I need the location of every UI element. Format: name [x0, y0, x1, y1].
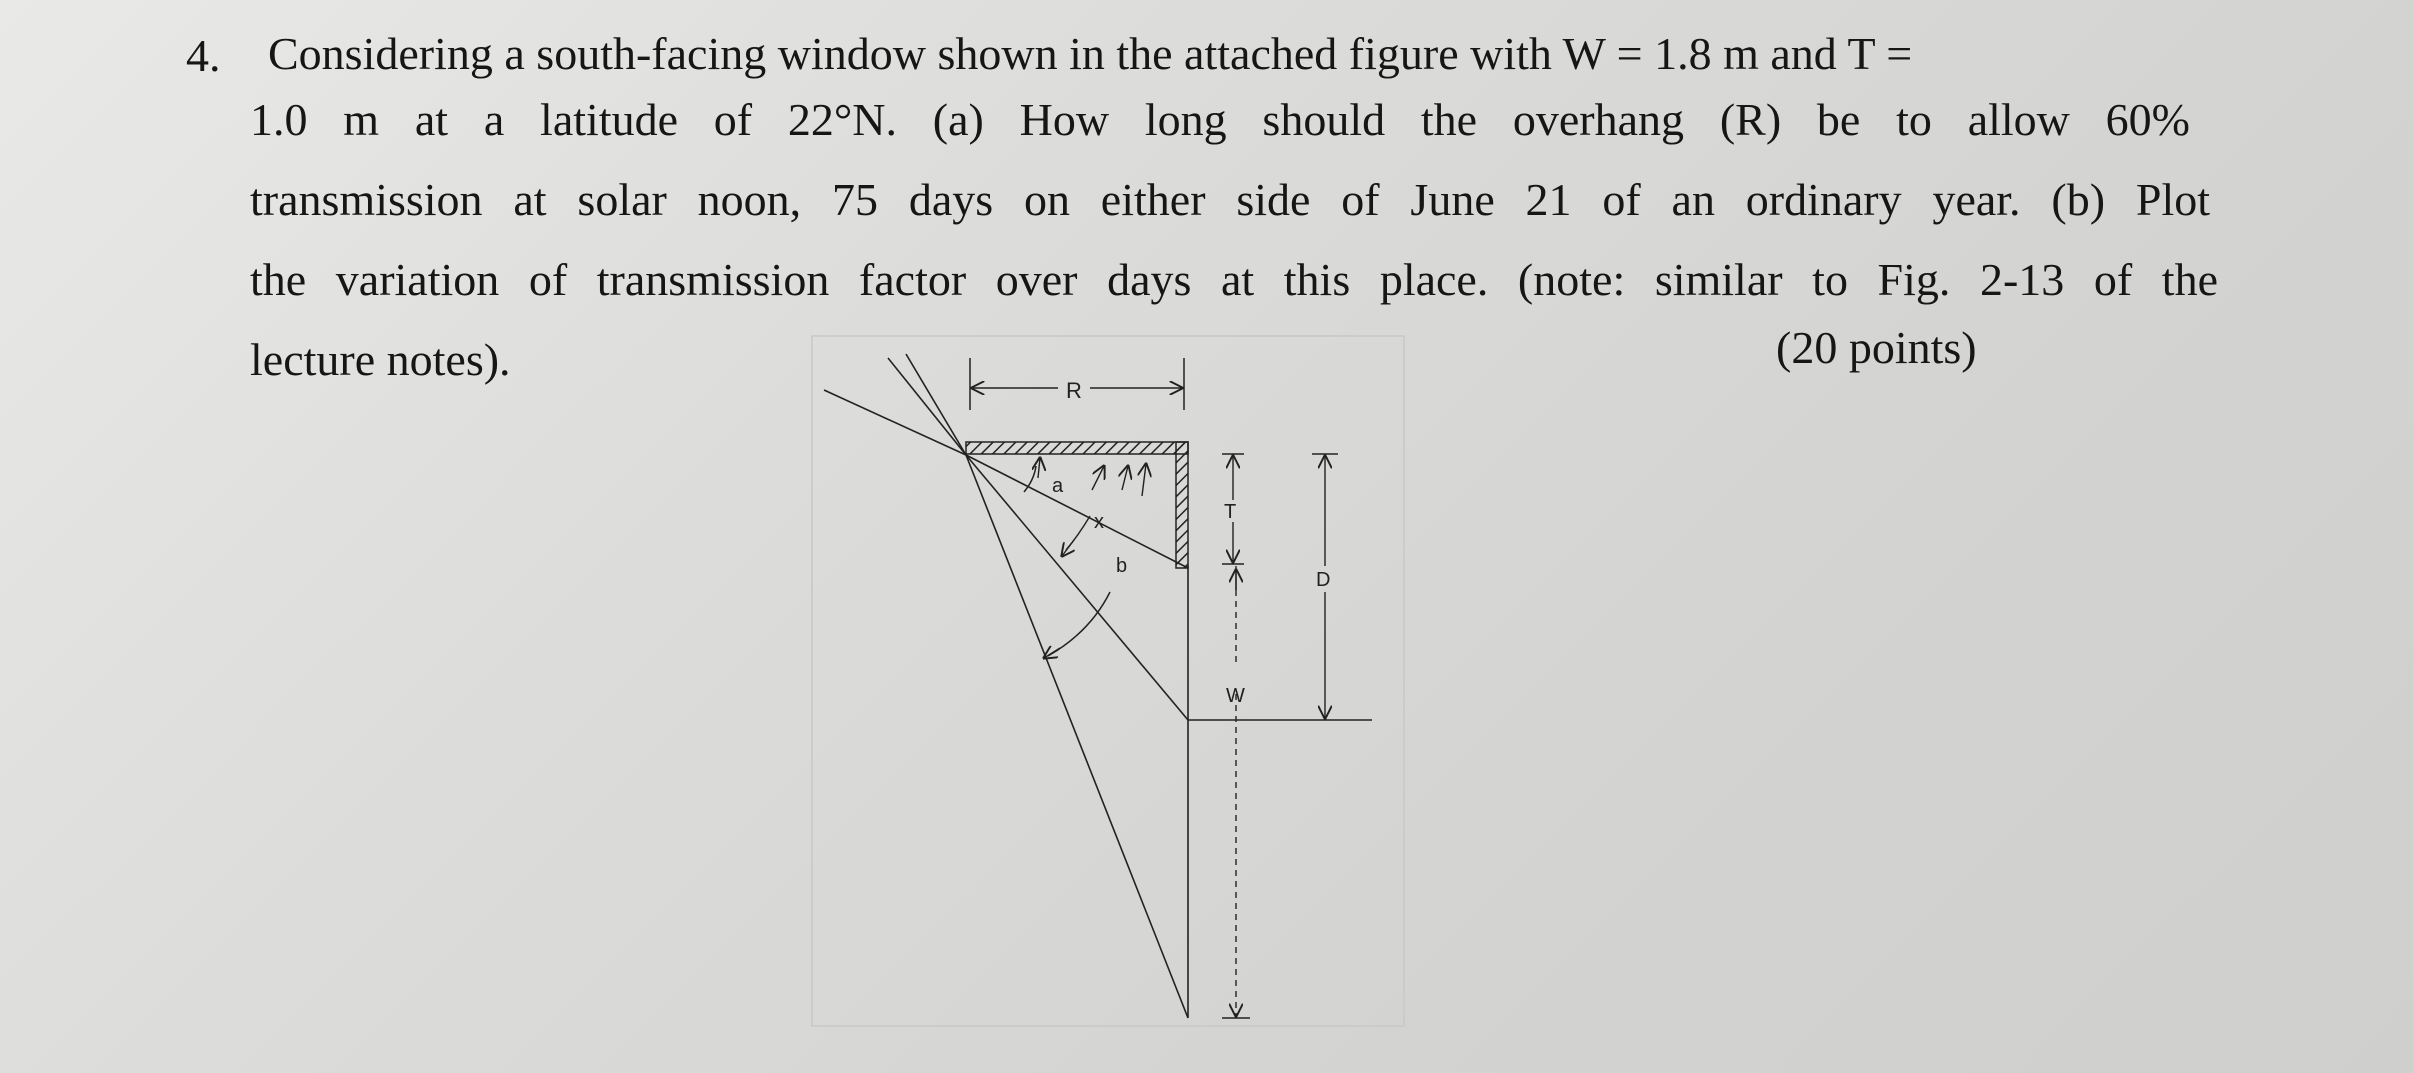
arrow-x-down	[1062, 540, 1074, 556]
overhang-window-figure	[810, 330, 1410, 1030]
arrow-a	[1038, 458, 1040, 478]
label-b: b	[1116, 555, 1128, 577]
question-text-line-4: the variation of transmission factor over days at this place. (note: similar to Fig. 2-13 of the	[250, 254, 2218, 305]
arrow-x-2	[1122, 466, 1128, 490]
shadow-line-top	[966, 455, 1188, 568]
points-label: (20 points)	[1776, 322, 1977, 373]
overhang-diagram	[810, 330, 1410, 1030]
arrow-x-1	[1092, 466, 1104, 490]
question-number: 4.	[186, 30, 221, 81]
wall-segment	[1176, 442, 1188, 568]
question-text-line-3: transmission at solar noon, 75 days on either side of June 21 of an ordinary year. (b) Plot	[250, 174, 2210, 225]
sun-ray-3	[906, 354, 966, 455]
label-a: a	[1052, 475, 1064, 497]
shadow-line-bottom	[966, 455, 1188, 1018]
question-text-line-5: lecture notes).	[250, 334, 511, 385]
label-D: D	[1316, 569, 1331, 591]
label-x: x	[1094, 511, 1104, 533]
sun-ray-1	[824, 390, 966, 455]
label-T: T	[1224, 501, 1237, 523]
question-text-line-1: Considering a south-facing window shown in the attached figure with W = 1.8 m and T =	[268, 28, 1913, 79]
arrow-x-3	[1142, 464, 1146, 496]
angle-arc-b	[1048, 592, 1110, 656]
label-W: W	[1226, 685, 1245, 707]
label-R: R	[1066, 378, 1082, 403]
shadow-line-mid	[966, 455, 1188, 720]
arrow-b	[1044, 648, 1060, 658]
overhang-slab	[966, 442, 1188, 454]
figure-border	[812, 336, 1404, 1026]
question-text-line-2: 1.0 m at a latitude of 22°N. (a) How long should the overhang (R) be to allow 60%	[250, 94, 2190, 145]
sun-ray-2	[888, 358, 966, 455]
